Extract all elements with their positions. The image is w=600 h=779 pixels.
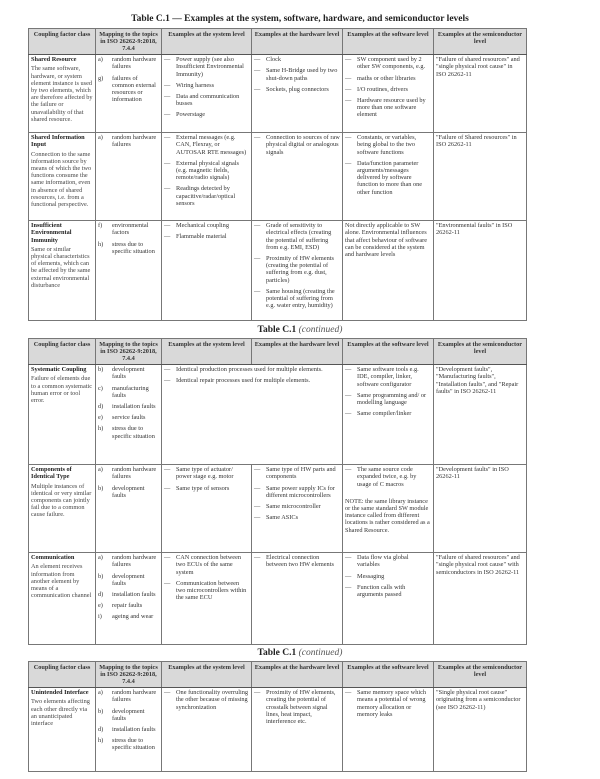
- header-software-level: Examples at the software level: [343, 29, 434, 55]
- table-row: [29, 364, 527, 464]
- class-title: Shared Resource: [31, 56, 77, 64]
- system-level-cell: [162, 464, 252, 552]
- system-level-cell: [162, 552, 252, 644]
- list-item: — Proximity of HW elements, creating the potential of crosstalk between signal lines, heat impact, interference etc.: [254, 689, 336, 725]
- list-item: — External messages (e.g. CAN, Flexray, or AUTOSAR RTE messages): [164, 134, 247, 156]
- list-item: — Connection to sources of raw physical digital or analogous signals: [254, 134, 340, 156]
- coupling-class-cell: [29, 552, 96, 644]
- table-row: [29, 687, 527, 771]
- class-description: An element receives information from another element by means of a communication channel: [31, 563, 92, 600]
- list-item: — Same housing (creating the potential of suffering from e.g. water entry, humidity): [254, 287, 335, 310]
- hardware-level-cell: [252, 220, 343, 320]
- coupling-class-cell: [29, 464, 96, 552]
- mapping-item: e) service faults: [98, 414, 146, 422]
- class-title: Insufficient Environmental Immunity: [31, 222, 72, 244]
- list-item: — Clock: [254, 56, 282, 64]
- list-item: — Same type of sensors: [164, 484, 230, 492]
- list-item: — External physical signals (e.g. magnetic fields, remote/radio signals): [164, 159, 239, 182]
- hardware-level-cell: [252, 552, 343, 644]
- header-hardware-level: Examples at the hardware level: [252, 29, 343, 55]
- list-item: — Flammable material: [164, 233, 227, 241]
- software-level-cell: [343, 54, 434, 132]
- semiconductor-level-cell: "Single physical root cause" originating from a semiconductor (see ISO 26262-11): [434, 687, 527, 771]
- hardware-level-cell: [252, 687, 343, 771]
- list-item: — Same ASICs: [254, 514, 299, 522]
- list-item: — The same source code expanded twice, e.g. by usage of C macros: [345, 466, 417, 488]
- semiconductor-level-cell: "Development faults", "Manufacturing faults", "Installation faults", and "Repair faults" in ISO 26262-11: [434, 364, 527, 464]
- list-item: — Data flow via global variables: [345, 554, 409, 569]
- system-level-cell: [162, 687, 252, 771]
- list-item: — Same programming and/ or modelling language: [345, 391, 427, 406]
- hardware-level-cell: [252, 132, 343, 220]
- mapping-item: h) stress due to specific situation: [98, 240, 155, 255]
- mapping-item: b) development faults: [98, 707, 145, 722]
- list-item: — Wiring harness: [164, 81, 215, 89]
- list-item: — Same type of HW parts and components: [254, 466, 336, 481]
- mapping-cell: [96, 687, 162, 771]
- mapping-cell: [96, 132, 162, 220]
- mapping-item: a) random hardware failures: [98, 134, 157, 149]
- list-item: — Same software tools e.g. IDE, compiler, linker, software configurator: [345, 366, 419, 388]
- header-semiconductor-level: Examples at the semiconductor level: [434, 29, 527, 55]
- list-item: — Readings detected by capacitive/radar/optical sensors: [164, 185, 236, 207]
- list-item: — Mechanical coupling: [164, 222, 229, 230]
- mapping-cell: [96, 364, 162, 464]
- list-item: — Same compiler/linker: [345, 410, 412, 418]
- list-item: — Messaging: [345, 572, 385, 580]
- mapping-item: b) development faults: [98, 572, 145, 587]
- list-item: — Same memory space which means a potential of wrong memory allocation or memory leaks: [345, 689, 427, 718]
- coupling-class-cell: [29, 364, 96, 464]
- list-item: — Electrical connection between two HW elements: [254, 554, 334, 569]
- system-level-cell: [162, 220, 252, 320]
- hardware-level-cell: [252, 464, 343, 552]
- list-item: — Communication between two microcontrollers within the same ECU: [164, 579, 247, 602]
- mapping-cell: [96, 220, 162, 320]
- mapping-cell: [96, 552, 162, 644]
- mapping-item: f) environmental factors: [98, 222, 149, 237]
- software-note: NOTE: the same library instance or the same standard SW module instance called from different locations is rather considered as a Shared Resource.: [345, 497, 430, 534]
- list-item: — I/O routines, drivers: [345, 85, 408, 93]
- list-item: — Constants, or variables, being global to the two software functions: [345, 134, 417, 156]
- table-row: [29, 132, 527, 220]
- table-row: [29, 464, 527, 552]
- coupling-class-cell: [29, 132, 96, 220]
- header-semiconductor-level: Examples at the semiconductor level: [434, 662, 527, 688]
- class-description: Failure of elements due to a common systematic human error or tool error.: [31, 375, 93, 404]
- mapping-item: c) manufacturing faults: [98, 384, 149, 399]
- list-item: — Grade of sensitivity to electrical effects (creating the potential of suffering from e.g. EMI, ESD): [254, 222, 332, 251]
- class-title: Shared Information Input: [31, 134, 85, 149]
- software-level-cell: [343, 687, 434, 771]
- software-level-cell: [343, 464, 434, 552]
- software-level-cell: [343, 552, 434, 644]
- header-coupling-factor-class: Coupling factor class: [29, 662, 96, 688]
- list-item: — maths or other libraries: [345, 74, 416, 82]
- class-description: Multiple instances of identical or very similar components can jointly fail due to a common cause failure.: [31, 482, 92, 519]
- semiconductor-level-cell: "Failure of shared resources" and "single physical root cause" in ISO 26262-11: [434, 54, 527, 132]
- table-row: [29, 552, 527, 644]
- list-item: — Function calls with arguments passed: [345, 583, 406, 598]
- system-level-cell: [162, 132, 252, 220]
- class-description: Two elements affecting each other directly via an unanticipated interface: [31, 698, 90, 727]
- mapping-item: b) development faults: [98, 484, 145, 499]
- header-system-level: Examples at the system level: [162, 662, 252, 688]
- mapping-item: d) installation faults: [98, 725, 156, 733]
- mapping-item: a) random hardware failures: [98, 554, 157, 569]
- coupling-class-cell: [29, 687, 96, 771]
- list-item: — Data/function parameter arguments/messages delivered by software function to more than one other function: [345, 159, 423, 196]
- list-item: — Proximity of HW elements (creating the potential of suffering from e.g. dust, particles): [254, 254, 334, 284]
- header-semiconductor-level: Examples at the semiconductor level: [434, 339, 527, 365]
- list-item: — SW component used by 2 other SW components, e.g.: [345, 56, 426, 71]
- software-level-cell: [343, 364, 434, 464]
- semiconductor-level-cell: "Failure of Shared resources" in ISO 26262-11: [434, 132, 527, 220]
- class-title: Components of Identical Type: [31, 466, 72, 481]
- mapping-item: h) stress due to specific situation: [98, 737, 155, 752]
- table-c1-part2: [28, 338, 527, 645]
- table-row: [29, 220, 527, 320]
- table-caption-1: Table C.1 — Examples at the system, software, hardware, and semiconductor levels: [131, 14, 469, 24]
- list-item: — Identical repair processes used for multiple elements.: [164, 377, 311, 385]
- list-item: — Sockets, plug connectors: [254, 85, 329, 93]
- header-hardware-level: Examples at the hardware level: [252, 339, 343, 365]
- list-item: — CAN connection between two ECUs of the same system: [164, 554, 242, 576]
- class-description: Same or similar physical characteristics of elements, which can be affected by the same external environmental disturbance: [31, 245, 91, 289]
- semiconductor-level-cell: "Environmental faults" in ISO 26262-11: [434, 220, 527, 320]
- list-item: — Powerstage: [164, 111, 206, 119]
- header-software-level: Examples at the software level: [343, 662, 434, 688]
- software-level-cell: Not directly applicable to SW alone. Environmental influences that affect behaviour of software can be considered at the system and hardware levels: [343, 220, 434, 320]
- mapping-item: d) installation faults: [98, 402, 156, 410]
- mapping-item: i) ageing and wear: [98, 613, 154, 621]
- header-coupling-factor-class: Coupling factor class: [29, 339, 96, 365]
- table-caption-2: Table C.1 (continued): [257, 325, 343, 335]
- software-level-cell: [343, 132, 434, 220]
- class-title: Unintended Interface: [31, 689, 89, 697]
- header-software-level: Examples at the software level: [343, 339, 434, 365]
- header-mapping: Mapping to the topics in ISO 26262-9:2018, 7.4.4: [96, 29, 162, 55]
- list-item: — Identical production processes used for multiple elements.: [164, 366, 323, 374]
- class-description: Connection to the same information source by means of which the two functions consume the same information, even in absence of shared resources, i.e. from a functional perspective.: [31, 150, 92, 208]
- list-item: — One functionality overruling the other because of missing synchronization: [164, 689, 249, 711]
- system-level-cell: [162, 54, 252, 132]
- coupling-class-cell: [29, 54, 96, 132]
- list-item: — Power supply (see also Insufficient Environmental Immunity): [164, 56, 244, 78]
- table-c1-part1: [28, 28, 527, 321]
- class-title: Communication: [31, 554, 75, 562]
- table-caption-3: Table C.1 (continued): [257, 648, 343, 658]
- list-item: — Hardware resource used by more than one software element: [345, 96, 426, 119]
- system-hardware-level-cell: [162, 364, 343, 464]
- mapping-cell: [96, 464, 162, 552]
- mapping-item: h) stress due to specific situation: [98, 425, 155, 440]
- header-system-level: Examples at the system level: [162, 29, 252, 55]
- mapping-item: d) installation faults: [98, 590, 156, 598]
- coupling-class-cell: [29, 220, 96, 320]
- list-item: — Same power supply ICs for different microcontrollers: [254, 484, 335, 499]
- mapping-item: a) random hardware failures: [98, 56, 157, 71]
- header-mapping: Mapping to the topics in ISO 26262-9:2018, 7.4.4: [96, 662, 162, 688]
- list-item: — Same type of actuator/ power stage e.g. motor: [164, 466, 234, 481]
- list-item: — Data and communication busses: [164, 92, 240, 108]
- header-system-level: Examples at the system level: [162, 339, 252, 365]
- mapping-item: e) repair faults: [98, 602, 143, 610]
- hardware-level-cell: [252, 54, 343, 132]
- table-c1-part3: [28, 661, 527, 772]
- semiconductor-level-cell: "Development faults" in ISO 26262-11: [434, 464, 527, 552]
- header-mapping: Mapping to the topics in ISO 26262-9:2018, 7.4.4: [96, 339, 162, 365]
- mapping-cell: [96, 54, 162, 132]
- class-title: Systematic Coupling: [31, 366, 87, 374]
- header-hardware-level: Examples at the hardware level: [252, 662, 343, 688]
- class-description: The same software, hardware, or system element instance is used by two elements, which are therefore affected by the failure or unavailability of that shared resource.: [31, 65, 93, 123]
- table-row: [29, 54, 527, 132]
- list-item: — Same H-Bridge used by two shut-down paths: [254, 67, 338, 82]
- mapping-item: b) development faults: [98, 366, 145, 381]
- semiconductor-level-cell: "Failure of shared resources" and "single physical root cause" with semiconductors in ISO 26262-11: [434, 552, 527, 644]
- list-item: — Same microcontroller: [254, 502, 321, 510]
- mapping-item: a) random hardware failures: [98, 466, 157, 481]
- header-coupling-factor-class: Coupling factor class: [29, 29, 96, 55]
- mapping-item: a) random hardware failures: [98, 689, 157, 704]
- mapping-item: g) failures of common external resources or information: [98, 74, 156, 104]
